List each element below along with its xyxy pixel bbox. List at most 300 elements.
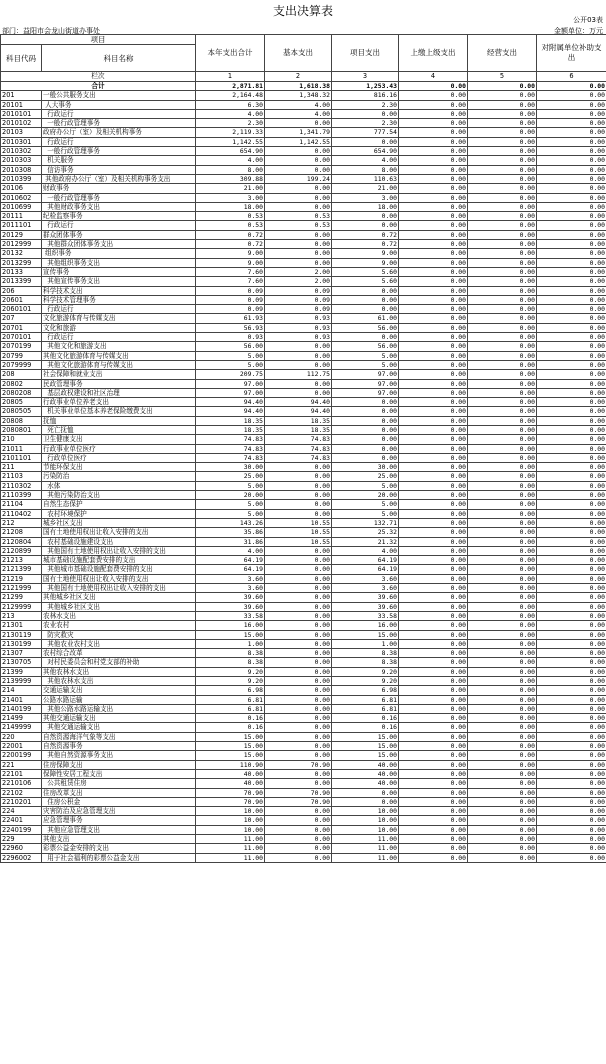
total-c4: 0.00 <box>399 82 468 91</box>
row-c1: 18.35 <box>196 416 265 425</box>
table-row <box>1 91 606 100</box>
code: 21399 <box>1 667 42 676</box>
row-c2: 0.00 <box>265 769 332 778</box>
row-c2: 0.00 <box>265 751 332 760</box>
row-c2: 70.90 <box>265 797 332 806</box>
code: 213 <box>1 611 42 620</box>
row-c1: 39.60 <box>196 593 265 602</box>
row-c1: 3.60 <box>196 574 265 583</box>
row-name: 其他组织事务支出 <box>42 258 196 267</box>
row-c1: 9.00 <box>196 249 265 258</box>
table-row <box>1 649 606 658</box>
code: 2010302 <box>1 147 42 156</box>
row-c3: 15.00 <box>332 732 399 741</box>
row-name: 其他国有土地使用权出让收入安排的支出 <box>42 584 196 593</box>
row-name: 对村民委员会和村党支部的补助 <box>42 658 196 667</box>
row-c3: 64.19 <box>332 556 399 565</box>
row-name: 其他农林水支出 <box>42 677 196 686</box>
table-row <box>1 677 606 686</box>
code: 20111 <box>1 212 42 221</box>
row-c6: 0.00 <box>537 416 606 425</box>
row-c2: 0.00 <box>265 388 332 397</box>
row-c6: 0.00 <box>537 267 606 276</box>
table-row <box>1 314 606 323</box>
row-c6: 0.00 <box>537 119 606 128</box>
row-name: 其他文化和旅游支出 <box>42 342 196 351</box>
row-c6: 0.00 <box>537 714 606 723</box>
row-c3: 3.60 <box>332 574 399 583</box>
row-c3: 2.30 <box>332 100 399 109</box>
row-c5: 0.00 <box>468 844 537 853</box>
row-name: 群众团体事务 <box>42 230 196 239</box>
row-c1: 6.98 <box>196 686 265 695</box>
row-c1: 64.19 <box>196 556 265 565</box>
row-c5: 0.00 <box>468 835 537 844</box>
row-name: 其他城乡社区支出 <box>42 593 196 602</box>
row-c3: 11.00 <box>332 835 399 844</box>
report-title: 支出决算表 <box>272 4 333 18</box>
row-c6: 0.00 <box>537 844 606 853</box>
row-c5: 0.00 <box>468 537 537 546</box>
table-row <box>1 546 606 555</box>
row-c6: 0.00 <box>537 518 606 527</box>
row-name: 机关事业单位基本养老保险缴费支出 <box>42 407 196 416</box>
row-c3: 97.00 <box>332 388 399 397</box>
row-name: 其他财政事务支出 <box>42 202 196 211</box>
total-c1: 2,871.81 <box>196 82 265 91</box>
row-c6: 0.00 <box>537 825 606 834</box>
col3-header: 项目支出 <box>332 35 399 72</box>
row-c1: 8.00 <box>196 165 265 174</box>
row-c2: 199.24 <box>265 174 332 183</box>
row-c6: 0.00 <box>537 639 606 648</box>
row-c4: 0.00 <box>399 91 468 100</box>
row-c5: 0.00 <box>468 286 537 295</box>
table-row <box>1 611 606 620</box>
row-c1: 2.30 <box>196 119 265 128</box>
row-name: 农村综合改革 <box>42 649 196 658</box>
table-row <box>1 593 606 602</box>
seq-6: 6 <box>537 72 606 82</box>
row-c4: 0.00 <box>399 788 468 797</box>
table-row <box>1 639 606 648</box>
row-c3: 25.32 <box>332 528 399 537</box>
row-c1: 3.00 <box>196 193 265 202</box>
row-c2: 0.00 <box>265 667 332 676</box>
row-c4: 0.00 <box>399 584 468 593</box>
row-c2: 10.55 <box>265 528 332 537</box>
code: 22102 <box>1 788 42 797</box>
row-c6: 0.00 <box>537 435 606 444</box>
row-c5: 0.00 <box>468 267 537 276</box>
code: 214 <box>1 686 42 695</box>
row-c5: 0.00 <box>468 621 537 630</box>
table-row <box>1 221 606 230</box>
row-c6: 0.00 <box>537 769 606 778</box>
row-c4: 0.00 <box>399 667 468 676</box>
code: 20129 <box>1 230 42 239</box>
row-c2: 0.00 <box>265 184 332 193</box>
row-c3: 0.16 <box>332 714 399 723</box>
code: 21499 <box>1 714 42 723</box>
row-c1: 40.00 <box>196 779 265 788</box>
row-c6: 0.00 <box>537 240 606 249</box>
row-c3: 18.00 <box>332 202 399 211</box>
table-row <box>1 844 606 853</box>
row-c4: 0.00 <box>399 100 468 109</box>
row-c6: 0.00 <box>537 351 606 360</box>
row-c2: 0.00 <box>265 844 332 853</box>
row-c5: 0.00 <box>468 611 537 620</box>
code: 21219 <box>1 574 42 583</box>
row-c6: 0.00 <box>537 528 606 537</box>
row-c2: 0.00 <box>265 556 332 565</box>
row-c3: 9.00 <box>332 258 399 267</box>
row-c3: 8.00 <box>332 165 399 174</box>
row-c4: 0.00 <box>399 193 468 202</box>
row-c2: 0.00 <box>265 835 332 844</box>
row-c4: 0.00 <box>399 835 468 844</box>
table-row <box>1 491 606 500</box>
row-c5: 0.00 <box>468 565 537 574</box>
row-c3: 15.00 <box>332 630 399 639</box>
row-c3: 97.00 <box>332 379 399 388</box>
table-row <box>1 472 606 481</box>
name-header: 科目名称 <box>42 45 196 72</box>
row-c1: 11.00 <box>196 853 265 862</box>
row-c6: 0.00 <box>537 677 606 686</box>
code: 2080801 <box>1 425 42 434</box>
row-name: 政府办公厅（室）及相关机构事务 <box>42 128 196 137</box>
row-c5: 0.00 <box>468 797 537 806</box>
row-c1: 7.60 <box>196 267 265 276</box>
row-c3: 0.00 <box>332 435 399 444</box>
row-c3: 5.00 <box>332 500 399 509</box>
row-c2: 18.35 <box>265 425 332 434</box>
row-c4: 0.00 <box>399 258 468 267</box>
row-c1: 0.53 <box>196 221 265 230</box>
row-c1: 0.72 <box>196 230 265 239</box>
code: 20802 <box>1 379 42 388</box>
table-row <box>1 323 606 332</box>
table-row <box>1 333 606 342</box>
row-c2: 0.09 <box>265 286 332 295</box>
row-c1: 40.00 <box>196 769 265 778</box>
row-c3: 8.38 <box>332 649 399 658</box>
row-c1: 18.35 <box>196 425 265 434</box>
row-c6: 0.00 <box>537 286 606 295</box>
code: 2296002 <box>1 853 42 862</box>
row-c1: 0.16 <box>196 714 265 723</box>
table-row <box>1 528 606 537</box>
row-c1: 209.75 <box>196 370 265 379</box>
row-c3: 0.00 <box>332 295 399 304</box>
row-name: 其他农林水支出 <box>42 667 196 676</box>
row-c3: 1.00 <box>332 639 399 648</box>
row-c3: 0.00 <box>332 444 399 453</box>
row-c6: 0.00 <box>537 295 606 304</box>
code: 2120804 <box>1 537 42 546</box>
row-c5: 0.00 <box>468 528 537 537</box>
row-c6: 0.00 <box>537 649 606 658</box>
row-name: 行政运行 <box>42 137 196 146</box>
row-c6: 0.00 <box>537 621 606 630</box>
row-c1: 74.83 <box>196 435 265 444</box>
row-c5: 0.00 <box>468 221 537 230</box>
row-name: 其他政府办公厅（室）及相关机构事务支出 <box>42 174 196 183</box>
table-row <box>1 686 606 695</box>
code: 2010101 <box>1 109 42 118</box>
row-c4: 0.00 <box>399 267 468 276</box>
row-c3: 6.81 <box>332 704 399 713</box>
row-c4: 0.00 <box>399 593 468 602</box>
row-c5: 0.00 <box>468 853 537 862</box>
row-c3: 21.00 <box>332 184 399 193</box>
row-c6: 0.00 <box>537 184 606 193</box>
code: 2010102 <box>1 119 42 128</box>
code: 2240199 <box>1 825 42 834</box>
row-c2: 0.00 <box>265 202 332 211</box>
unit-label: 金额单位：万元 <box>554 27 603 35</box>
row-c3: 0.72 <box>332 230 399 239</box>
row-c5: 0.00 <box>468 500 537 509</box>
row-c5: 0.00 <box>468 742 537 751</box>
row-c1: 15.00 <box>196 751 265 760</box>
row-c2: 0.00 <box>265 240 332 249</box>
row-c2: 0.00 <box>265 165 332 174</box>
code: 221 <box>1 760 42 769</box>
row-c3: 0.72 <box>332 240 399 249</box>
row-c1: 11.00 <box>196 835 265 844</box>
row-c6: 0.00 <box>537 686 606 695</box>
row-c3: 15.00 <box>332 742 399 751</box>
row-name: 其他文化旅游体育与传媒支出 <box>42 351 196 360</box>
row-c5: 0.00 <box>468 667 537 676</box>
row-c1: 97.00 <box>196 388 265 397</box>
row-c3: 5.00 <box>332 481 399 490</box>
row-c6: 0.00 <box>537 202 606 211</box>
seq-2: 2 <box>265 72 332 82</box>
row-c5: 0.00 <box>468 370 537 379</box>
row-name: 一般行政管理事务 <box>42 147 196 156</box>
row-c6: 0.00 <box>537 751 606 760</box>
row-c5: 0.00 <box>468 240 537 249</box>
table-row <box>1 286 606 295</box>
code: 2010303 <box>1 156 42 165</box>
row-c1: 10.00 <box>196 807 265 816</box>
row-c5: 0.00 <box>468 416 537 425</box>
row-c4: 0.00 <box>399 491 468 500</box>
row-c2: 10.55 <box>265 537 332 546</box>
row-c1: 7.60 <box>196 277 265 286</box>
row-c5: 0.00 <box>468 119 537 128</box>
row-c2: 94.40 <box>265 407 332 416</box>
row-c1: 56.00 <box>196 342 265 351</box>
code: 2013399 <box>1 277 42 286</box>
table-row <box>1 751 606 760</box>
row-c1: 143.26 <box>196 518 265 527</box>
row-c2: 0.93 <box>265 323 332 332</box>
row-c5: 0.00 <box>468 379 537 388</box>
row-c2: 0.00 <box>265 816 332 825</box>
row-c4: 0.00 <box>399 333 468 342</box>
row-c4: 0.00 <box>399 453 468 462</box>
row-c4: 0.00 <box>399 769 468 778</box>
row-c5: 0.00 <box>468 258 537 267</box>
row-c3: 10.00 <box>332 807 399 816</box>
row-c5: 0.00 <box>468 686 537 695</box>
row-c2: 0.00 <box>265 677 332 686</box>
row-c1: 11.00 <box>196 844 265 853</box>
row-name: 其他文化旅游体育与传媒支出 <box>42 360 196 369</box>
row-c1: 0.09 <box>196 305 265 314</box>
row-c6: 0.00 <box>537 221 606 230</box>
row-c6: 0.00 <box>537 388 606 397</box>
row-c3: 6.98 <box>332 686 399 695</box>
row-c6: 0.00 <box>537 137 606 146</box>
code: 22401 <box>1 816 42 825</box>
row-c2: 0.00 <box>265 639 332 648</box>
table-row <box>1 537 606 546</box>
row-c3: 0.00 <box>332 407 399 416</box>
total-row <box>1 82 606 91</box>
row-name: 行政运行 <box>42 333 196 342</box>
row-c3: 30.00 <box>332 463 399 472</box>
code: 210 <box>1 435 42 444</box>
row-c2: 74.83 <box>265 453 332 462</box>
row-c5: 0.00 <box>468 546 537 555</box>
row-c4: 0.00 <box>399 565 468 574</box>
row-c3: 39.60 <box>332 602 399 611</box>
row-c1: 6.30 <box>196 100 265 109</box>
row-c5: 0.00 <box>468 463 537 472</box>
row-name: 科学技术支出 <box>42 286 196 295</box>
row-c5: 0.00 <box>468 91 537 100</box>
row-c4: 0.00 <box>399 165 468 174</box>
code: 20799 <box>1 351 42 360</box>
code: 21401 <box>1 695 42 704</box>
row-c5: 0.00 <box>468 491 537 500</box>
row-c6: 0.00 <box>537 463 606 472</box>
row-c6: 0.00 <box>537 128 606 137</box>
row-c6: 0.00 <box>537 342 606 351</box>
row-c5: 0.00 <box>468 212 537 221</box>
row-c1: 10.00 <box>196 825 265 834</box>
row-c6: 0.00 <box>537 556 606 565</box>
row-c2: 0.00 <box>265 119 332 128</box>
row-c1: 6.81 <box>196 695 265 704</box>
row-c1: 25.00 <box>196 472 265 481</box>
code: 201 <box>1 91 42 100</box>
row-c2: 0.00 <box>265 732 332 741</box>
row-c5: 0.00 <box>468 556 537 565</box>
code: 2013299 <box>1 258 42 267</box>
code: 2130199 <box>1 639 42 648</box>
row-c4: 0.00 <box>399 407 468 416</box>
row-c1: 94.40 <box>196 407 265 416</box>
row-c1: 10.00 <box>196 816 265 825</box>
row-c5: 0.00 <box>468 174 537 183</box>
row-c2: 0.00 <box>265 509 332 518</box>
row-name: 自然资源海洋气象等支出 <box>42 732 196 741</box>
row-name: 其他农业农村支出 <box>42 639 196 648</box>
row-name: 农业农村 <box>42 621 196 630</box>
row-c2: 0.00 <box>265 481 332 490</box>
code: 20808 <box>1 416 42 425</box>
row-c3: 56.00 <box>332 342 399 351</box>
table-row <box>1 630 606 639</box>
row-c2: 0.53 <box>265 212 332 221</box>
row-name: 城乡社区支出 <box>42 518 196 527</box>
row-name: 国有土地使用权出让收入安排的支出 <box>42 574 196 583</box>
row-c1: 61.93 <box>196 314 265 323</box>
row-c4: 0.00 <box>399 425 468 434</box>
code: 2010602 <box>1 193 42 202</box>
row-c2: 2.00 <box>265 267 332 276</box>
row-c6: 0.00 <box>537 444 606 453</box>
row-c5: 0.00 <box>468 398 537 407</box>
row-c5: 0.00 <box>468 277 537 286</box>
row-c4: 0.00 <box>399 305 468 314</box>
row-c6: 0.00 <box>537 453 606 462</box>
code: 2101101 <box>1 453 42 462</box>
row-c2: 0.00 <box>265 351 332 360</box>
row-name: 住房保障支出 <box>42 760 196 769</box>
row-c4: 0.00 <box>399 509 468 518</box>
row-c2: 0.00 <box>265 342 332 351</box>
row-name: 文化和旅游 <box>42 323 196 332</box>
table-row <box>1 807 606 816</box>
row-c1: 654.90 <box>196 147 265 156</box>
total-c5: 0.00 <box>468 82 537 91</box>
table-row <box>1 481 606 490</box>
code-header: 科目代码 <box>1 45 42 72</box>
row-c6: 0.00 <box>537 630 606 639</box>
row-c2: 0.00 <box>265 825 332 834</box>
row-c6: 0.00 <box>537 807 606 816</box>
row-c4: 0.00 <box>399 537 468 546</box>
row-c2: 74.83 <box>265 444 332 453</box>
row-name: 组织事务 <box>42 249 196 258</box>
row-c3: 3.60 <box>332 584 399 593</box>
total-c2: 1,618.38 <box>265 82 332 91</box>
row-name: 住房公积金 <box>42 797 196 806</box>
row-c5: 0.00 <box>468 314 537 323</box>
table-row <box>1 509 606 518</box>
row-name: 行政运行 <box>42 221 196 230</box>
department-label: 部门：益阳市会龙山街道办事处 <box>2 27 100 35</box>
row-c3: 21.32 <box>332 537 399 546</box>
row-c5: 0.00 <box>468 230 537 239</box>
row-c4: 0.00 <box>399 658 468 667</box>
row-c4: 0.00 <box>399 212 468 221</box>
row-c5: 0.00 <box>468 342 537 351</box>
row-c2: 18.35 <box>265 416 332 425</box>
row-c2: 0.00 <box>265 695 332 704</box>
row-name: 公共租赁住房 <box>42 779 196 788</box>
table-row <box>1 723 606 732</box>
row-c1: 6.81 <box>196 704 265 713</box>
form-number: 公开03表 <box>573 16 603 24</box>
row-c2: 0.09 <box>265 295 332 304</box>
code: 20106 <box>1 184 42 193</box>
row-c6: 0.00 <box>537 91 606 100</box>
row-c3: 40.00 <box>332 779 399 788</box>
row-c3: 5.60 <box>332 277 399 286</box>
row-name: 其他污染防治支出 <box>42 491 196 500</box>
row-c6: 0.00 <box>537 314 606 323</box>
row-c5: 0.00 <box>468 677 537 686</box>
